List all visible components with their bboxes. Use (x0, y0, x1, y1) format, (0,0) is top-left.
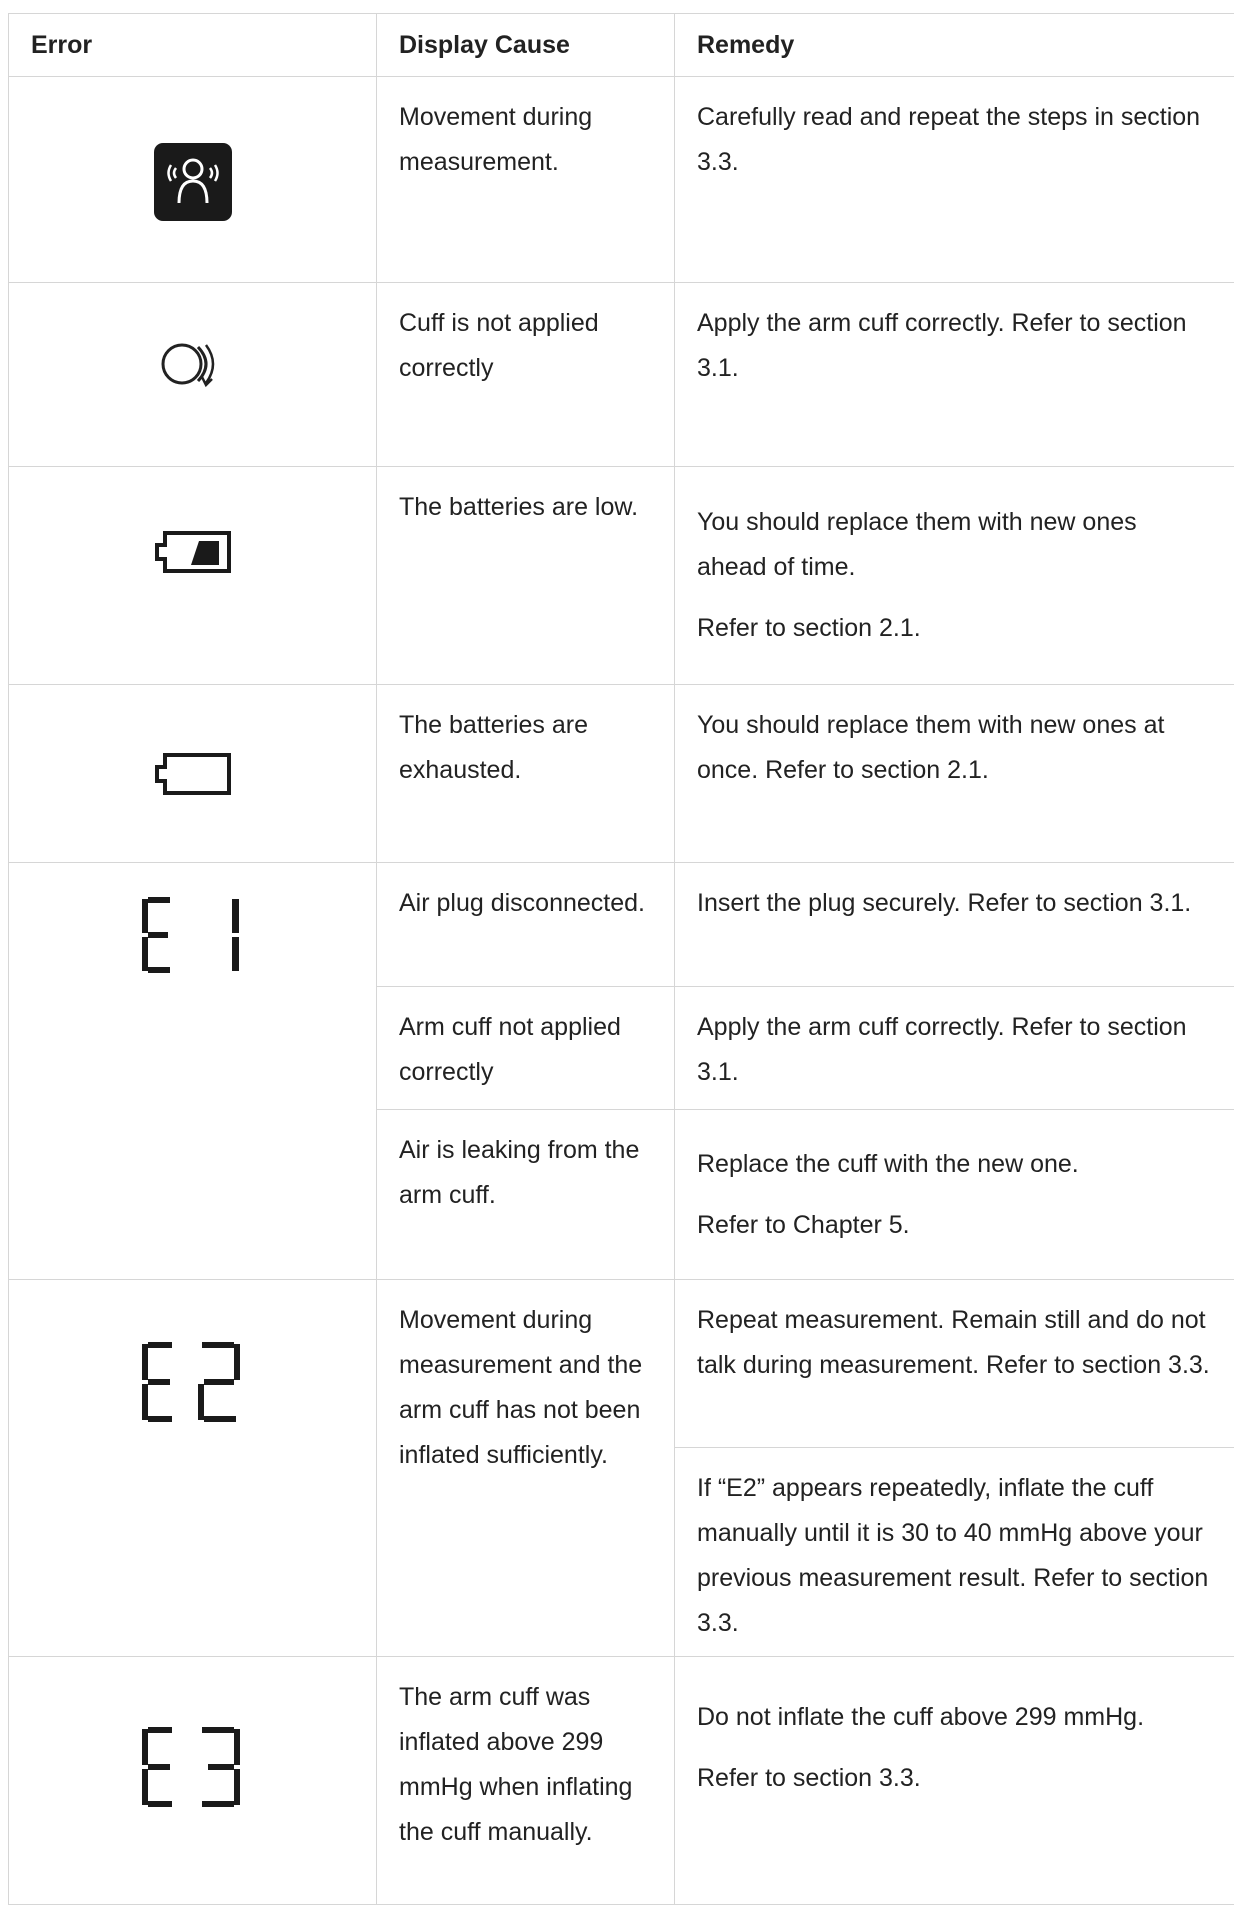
error-icon-cell (9, 283, 377, 467)
error-icon-cell (9, 1280, 377, 1657)
header-error: Error (9, 14, 377, 77)
remedy-cell: Apply the arm cuff correctly. Refer to section 3.1. (675, 987, 1234, 1110)
error-icon-cell (9, 863, 377, 1280)
table-row (9, 863, 1234, 987)
remedy-cell: Insert the plug securely. Refer to section 3.1. (675, 863, 1234, 987)
cause-cell: The batteries are low. (377, 467, 675, 685)
cause-cell: Air plug disconnected. (377, 863, 675, 987)
table-row (9, 467, 1234, 685)
header-display-cause: Display Cause (377, 14, 675, 77)
remedy-cell: Repeat measurement. Remain still and do not talk during measurement. Refer to section 3.3. (675, 1280, 1234, 1448)
e1-code-icon (138, 895, 248, 975)
error-icon-cell (9, 467, 377, 685)
cuff-icon (158, 339, 228, 389)
e2-code-icon (138, 1340, 248, 1424)
cause-cell: Arm cuff not applied correctly (377, 987, 675, 1110)
error-icon-cell (9, 77, 377, 283)
table-row (9, 1280, 1234, 1448)
cause-cell: The arm cuff was inflated above 299 mmHg when inflating the cuff manually. (377, 1657, 675, 1905)
low-battery-icon (153, 529, 233, 575)
table-row (9, 1657, 1234, 1905)
error-icon-cell (9, 685, 377, 863)
cause-cell: Air is leaking from the arm cuff. (377, 1110, 675, 1280)
remedy-cell: Carefully read and repeat the steps in section 3.3. (675, 77, 1234, 283)
table-row (9, 283, 1234, 467)
remedy-cell: You should replace them with new ones at once. Refer to section 2.1. (675, 685, 1234, 863)
cause-cell: The batteries are exhausted. (377, 685, 675, 863)
remedy-cell: If “E2” appears repeatedly, inflate the cuff manually until it is 30 to 40 mmHg above your previous measurement result. Refer to section 3.3. (675, 1448, 1234, 1657)
empty-battery-icon (153, 751, 233, 797)
remedy-cell: Apply the arm cuff correctly. Refer to section 3.1. (675, 283, 1234, 467)
table-row (9, 685, 1234, 863)
error-table (8, 13, 1234, 1905)
cause-cell: Movement during measurement and the arm cuff has not been inflated sufficiently. (377, 1280, 675, 1657)
table-header-row (9, 14, 1234, 77)
table-row (9, 77, 1234, 283)
remedy-cell: You should replace them with new ones ahead of time. Refer to section 2.1. (675, 467, 1234, 685)
e3-code-icon (138, 1725, 248, 1809)
cause-cell: Movement during measurement. (377, 77, 675, 283)
remedy-cell: Replace the cuff with the new one. Refer to Chapter 5. (675, 1110, 1234, 1280)
header-remedy: Remedy (675, 14, 1234, 77)
remedy-cell: Do not inflate the cuff above 299 mmHg. Refer to section 3.3. (675, 1657, 1234, 1905)
cause-cell: Cuff is not applied correctly (377, 283, 675, 467)
movement-person-icon (154, 143, 232, 221)
error-icon-cell (9, 1657, 377, 1905)
